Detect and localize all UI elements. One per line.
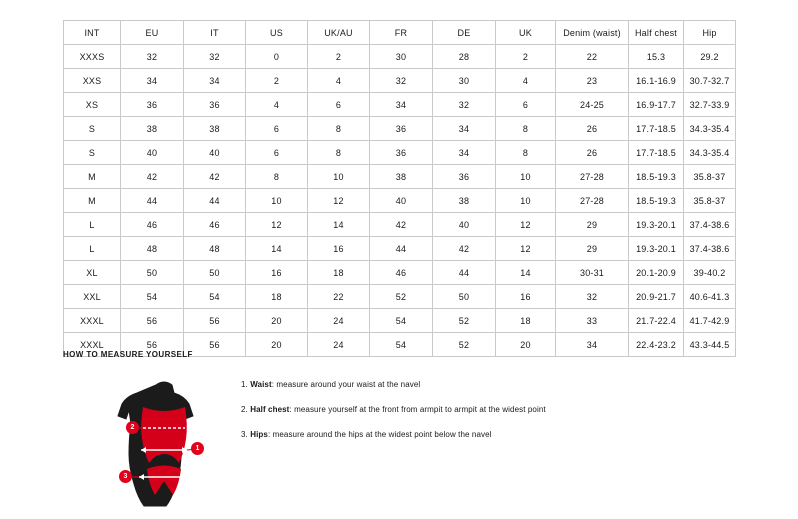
table-cell: 30.7-32.7: [684, 69, 736, 93]
table-row: [64, 309, 736, 333]
table-cell: 52: [433, 309, 496, 333]
table-cell: 18: [496, 309, 556, 333]
table-cell: 42: [184, 165, 246, 189]
column-header: UK/AU: [308, 21, 370, 45]
table-cell: 20.1-20.9: [629, 261, 684, 285]
column-header: Half chest: [629, 21, 684, 45]
table-cell: 41.7-42.9: [684, 309, 736, 333]
table-cell: M: [64, 189, 121, 213]
table-row: [64, 261, 736, 285]
size-table-container: [63, 20, 735, 357]
table-cell: 50: [433, 285, 496, 309]
table-cell: 0: [246, 45, 308, 69]
table-row: [64, 189, 736, 213]
table-cell: 18.5-19.3: [629, 165, 684, 189]
table-cell: 32: [184, 45, 246, 69]
table-cell: 2: [246, 69, 308, 93]
table-cell: 16: [496, 285, 556, 309]
measure-note-number: 2.: [241, 405, 248, 414]
table-cell: 6: [308, 93, 370, 117]
table-cell: 27-28: [556, 165, 629, 189]
table-cell: 35.8-37: [684, 189, 736, 213]
column-header: FR: [370, 21, 433, 45]
how-to-measure-title: HOW TO MEASURE YOURSELF: [63, 350, 193, 359]
table-cell: L: [64, 213, 121, 237]
table-body: [64, 45, 736, 357]
measure-badge-1: 1: [191, 442, 204, 455]
table-cell: 34: [433, 117, 496, 141]
table-cell: 36: [370, 117, 433, 141]
table-cell: 14: [246, 237, 308, 261]
table-cell: 8: [496, 141, 556, 165]
table-cell: 20: [246, 309, 308, 333]
table-cell: 21.7-22.4: [629, 309, 684, 333]
table-cell: 26: [556, 117, 629, 141]
table-cell: 52: [433, 333, 496, 357]
table-cell: 4: [246, 93, 308, 117]
table-cell: 28: [433, 45, 496, 69]
table-cell: 44: [121, 189, 184, 213]
measure-note-text: : measure around your waist at the navel: [271, 380, 421, 389]
table-cell: 12: [246, 213, 308, 237]
how-to-measure-section: [63, 350, 763, 480]
table-head: [64, 21, 736, 45]
table-header-row: [64, 21, 736, 45]
table-cell: 15.3: [629, 45, 684, 69]
table-cell: 42: [433, 237, 496, 261]
table-cell: 2: [496, 45, 556, 69]
table-cell: 40: [370, 189, 433, 213]
table-cell: 10: [496, 189, 556, 213]
table-cell: 19.3-20.1: [629, 237, 684, 261]
table-cell: S: [64, 141, 121, 165]
table-row: [64, 213, 736, 237]
table-row: [64, 237, 736, 261]
table-cell: 46: [121, 213, 184, 237]
table-cell: 18: [246, 285, 308, 309]
table-cell: 22: [556, 45, 629, 69]
table-cell: 36: [433, 165, 496, 189]
column-header: EU: [121, 21, 184, 45]
table-cell: 8: [308, 141, 370, 165]
table-cell: 24: [308, 309, 370, 333]
measure-note-number: 1.: [241, 380, 248, 389]
table-cell: 29.2: [684, 45, 736, 69]
table-cell: 35.8-37: [684, 165, 736, 189]
table-cell: 56: [121, 333, 184, 357]
table-cell: 30: [433, 69, 496, 93]
table-cell: 12: [496, 237, 556, 261]
table-cell: 24: [308, 333, 370, 357]
table-cell: 39-40.2: [684, 261, 736, 285]
table-cell: 54: [184, 285, 246, 309]
table-cell: 34.3-35.4: [684, 117, 736, 141]
table-cell: 50: [184, 261, 246, 285]
table-cell: 50: [121, 261, 184, 285]
table-cell: 34: [184, 69, 246, 93]
table-cell: 6: [496, 93, 556, 117]
column-header: US: [246, 21, 308, 45]
table-cell: XXS: [64, 69, 121, 93]
measure-note-term: Waist: [250, 380, 272, 389]
table-cell: 37.4-38.6: [684, 237, 736, 261]
table-cell: 10: [308, 165, 370, 189]
table-cell: 42: [121, 165, 184, 189]
table-cell: 46: [184, 213, 246, 237]
measure-note-text: : measure around the hips at the widest point below the navel: [267, 430, 492, 439]
table-cell: 12: [496, 213, 556, 237]
table-cell: 16: [246, 261, 308, 285]
table-cell: 17.7-18.5: [629, 141, 684, 165]
table-cell: 34: [556, 333, 629, 357]
table-cell: 6: [246, 117, 308, 141]
table-cell: 4: [496, 69, 556, 93]
measure-note: [241, 379, 741, 391]
column-header: DE: [433, 21, 496, 45]
table-cell: 12: [308, 189, 370, 213]
table-cell: 52: [370, 285, 433, 309]
measure-notes-list: [241, 379, 741, 454]
table-cell: 34: [121, 69, 184, 93]
table-cell: 8: [496, 117, 556, 141]
table-cell: M: [64, 165, 121, 189]
table-row: [64, 285, 736, 309]
table-cell: 6: [246, 141, 308, 165]
table-cell: 20.9-21.7: [629, 285, 684, 309]
measure-note-text: : measure yourself at the front from armpit to armpit at the widest point: [289, 405, 546, 414]
table-cell: 38: [433, 189, 496, 213]
table-cell: L: [64, 237, 121, 261]
table-cell: 42: [370, 213, 433, 237]
table-cell: 40.6-41.3: [684, 285, 736, 309]
table-cell: XXL: [64, 285, 121, 309]
table-cell: 20: [496, 333, 556, 357]
table-cell: 56: [121, 309, 184, 333]
table-cell: 8: [308, 117, 370, 141]
table-cell: 33: [556, 309, 629, 333]
table-cell: 44: [184, 189, 246, 213]
measure-note: [241, 404, 741, 416]
table-cell: 54: [370, 309, 433, 333]
table-cell: 22: [308, 285, 370, 309]
table-cell: 40: [121, 141, 184, 165]
table-cell: 36: [121, 93, 184, 117]
table-cell: 29: [556, 237, 629, 261]
table-cell: 38: [370, 165, 433, 189]
table-cell: 16.1-16.9: [629, 69, 684, 93]
table-cell: 43.3-44.5: [684, 333, 736, 357]
measure-note: [241, 429, 741, 441]
table-cell: 4: [308, 69, 370, 93]
column-header: UK: [496, 21, 556, 45]
table-row: [64, 165, 736, 189]
table-cell: 36: [184, 93, 246, 117]
table-cell: 54: [121, 285, 184, 309]
measure-note-term: Half chest: [250, 405, 290, 414]
table-cell: XL: [64, 261, 121, 285]
table-cell: 36: [370, 141, 433, 165]
table-cell: 56: [184, 309, 246, 333]
table-cell: 37.4-38.6: [684, 213, 736, 237]
table-cell: 2: [308, 45, 370, 69]
table-cell: 17.7-18.5: [629, 117, 684, 141]
mannequin-figure: [99, 377, 229, 512]
table-cell: 32: [121, 45, 184, 69]
measure-note-number: 3.: [241, 430, 248, 439]
measure-note-term: Hips: [250, 430, 268, 439]
column-header: Denim (waist): [556, 21, 629, 45]
table-cell: 44: [370, 237, 433, 261]
table-row: [64, 69, 736, 93]
table-cell: XXXL: [64, 309, 121, 333]
table-cell: 32: [370, 69, 433, 93]
table-cell: 24-25: [556, 93, 629, 117]
table-cell: 38: [184, 117, 246, 141]
column-header: IT: [184, 21, 246, 45]
table-cell: 46: [370, 261, 433, 285]
table-cell: 18: [308, 261, 370, 285]
table-cell: 29: [556, 213, 629, 237]
table-cell: 34.3-35.4: [684, 141, 736, 165]
column-header: INT: [64, 21, 121, 45]
table-cell: 14: [496, 261, 556, 285]
table-row: [64, 93, 736, 117]
column-header: Hip: [684, 21, 736, 45]
table-cell: XXXL: [64, 333, 121, 357]
table-cell: 26: [556, 141, 629, 165]
table-cell: 48: [121, 237, 184, 261]
table-cell: 10: [496, 165, 556, 189]
table-cell: 30: [370, 45, 433, 69]
table-cell: 19.3-20.1: [629, 213, 684, 237]
table-cell: 56: [184, 333, 246, 357]
table-cell: 40: [433, 213, 496, 237]
table-cell: 23: [556, 69, 629, 93]
table-cell: 20: [246, 333, 308, 357]
table-cell: 8: [246, 165, 308, 189]
table-row: [64, 141, 736, 165]
table-cell: S: [64, 117, 121, 141]
table-cell: 16.9-17.7: [629, 93, 684, 117]
mannequin-illustration: [99, 377, 229, 512]
table-row: [64, 117, 736, 141]
table-cell: XS: [64, 93, 121, 117]
measure-badge-3: 3: [119, 470, 132, 483]
table-cell: 30-31: [556, 261, 629, 285]
measure-badge-2: 2: [126, 421, 139, 434]
table-row: [64, 45, 736, 69]
table-cell: 27-28: [556, 189, 629, 213]
table-cell: 14: [308, 213, 370, 237]
table-cell: 10: [246, 189, 308, 213]
table-cell: 40: [184, 141, 246, 165]
table-cell: 32: [433, 93, 496, 117]
table-cell: 44: [433, 261, 496, 285]
table-cell: 34: [370, 93, 433, 117]
table-cell: 48: [184, 237, 246, 261]
table-cell: XXXS: [64, 45, 121, 69]
table-cell: 16: [308, 237, 370, 261]
size-conversion-table: [63, 20, 736, 357]
table-cell: 18.5-19.3: [629, 189, 684, 213]
table-cell: 38: [121, 117, 184, 141]
table-cell: 54: [370, 333, 433, 357]
table-cell: 32: [556, 285, 629, 309]
table-cell: 32.7-33.9: [684, 93, 736, 117]
table-cell: 34: [433, 141, 496, 165]
table-cell: 22.4-23.2: [629, 333, 684, 357]
